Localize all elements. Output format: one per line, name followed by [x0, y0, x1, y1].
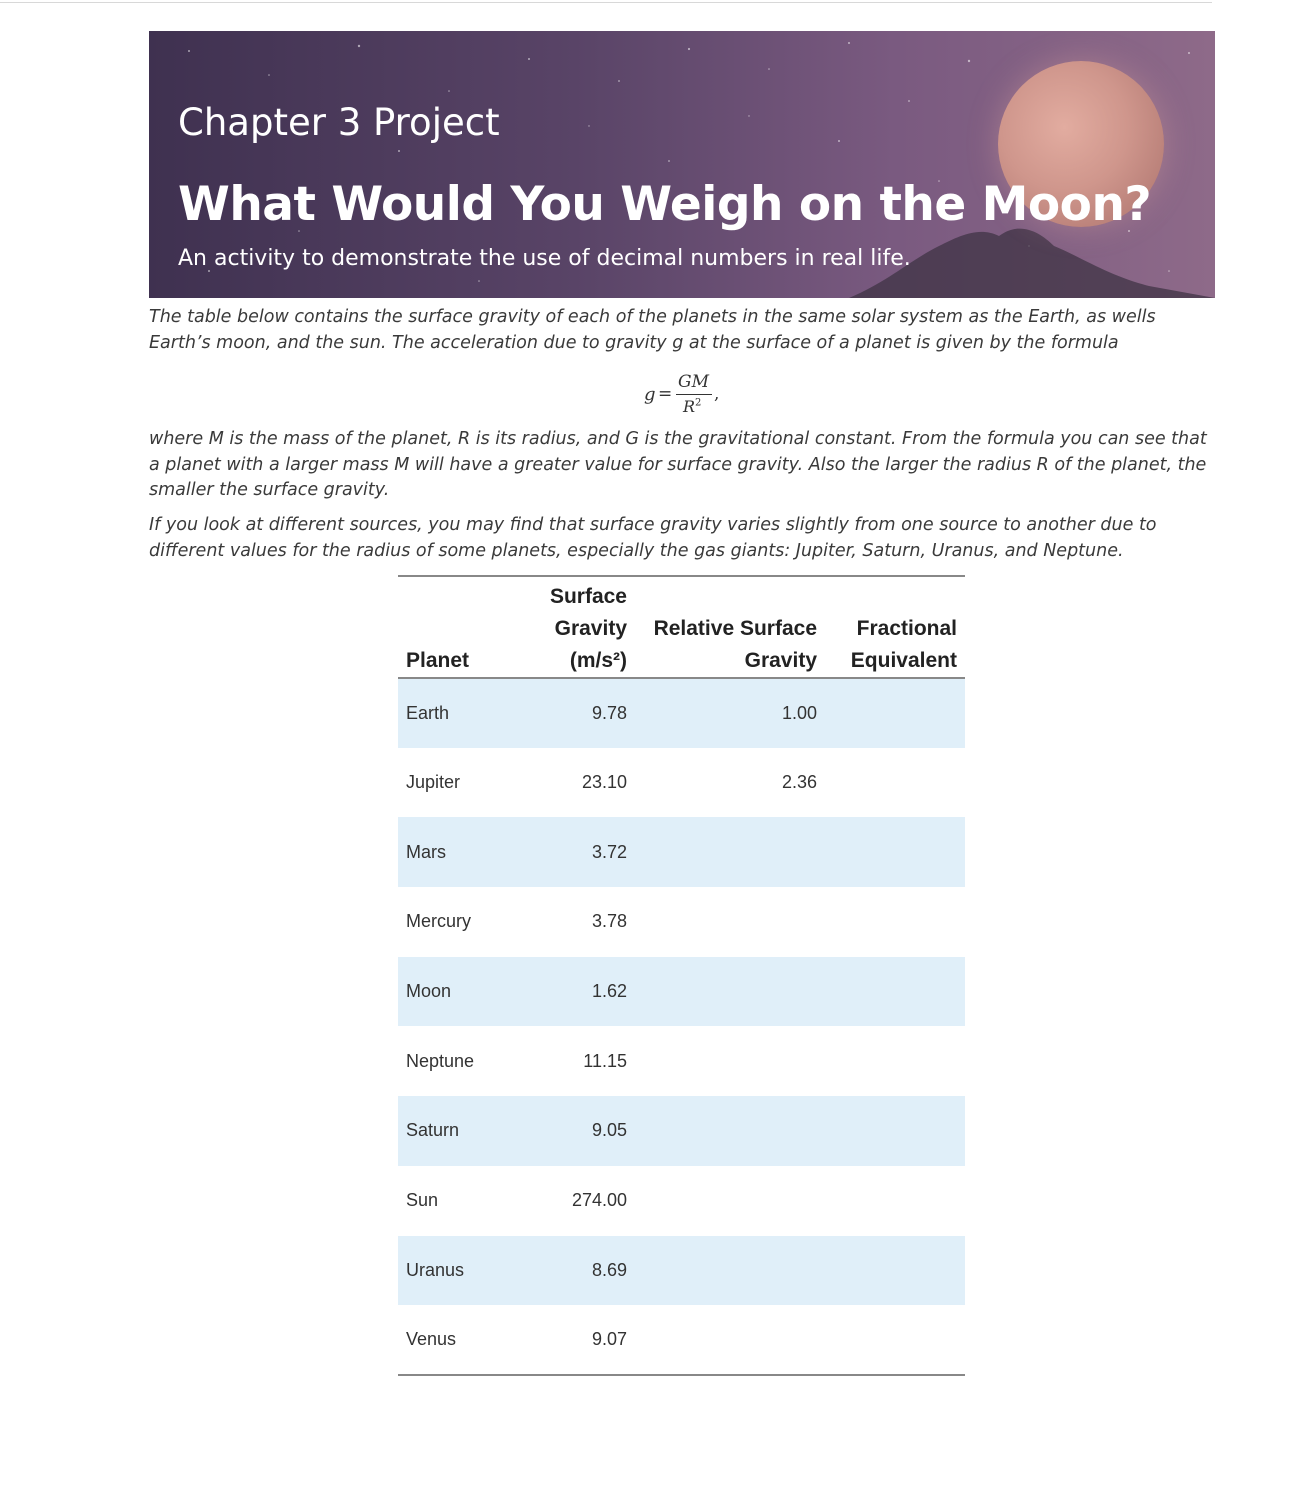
relative-cell [635, 957, 825, 1027]
gravity-cell: 274.00 [571, 1190, 627, 1211]
header-relative-gravity: Relative Surface Gravity [635, 576, 825, 678]
relative-cell [635, 1305, 825, 1375]
planet-cell: Moon [406, 981, 452, 1002]
page-subtitle: An activity to demonstrate the use of decimal numbers in real life. [178, 246, 911, 271]
table-row [398, 817, 965, 887]
table-row [398, 957, 965, 1027]
planet-cell: Mercury [406, 911, 472, 932]
planet-cell: Venus [398, 1305, 488, 1375]
fraction-cell [825, 817, 965, 887]
planet-cell: Saturn [406, 1120, 460, 1141]
formula-numerator: GM [678, 372, 709, 392]
table-row [398, 1166, 965, 1236]
intro-paragraph: The table below contains the surface gravity of each of the planets in the same solar system as the Earth, as wells Earth’s moon, and the sun. The acceleration due to gravity g at the surface of a planet is given by the formula [149, 307, 1156, 353]
fraction-cell [825, 1166, 965, 1236]
planet-cell: Neptune [406, 1050, 475, 1071]
header-banner [149, 31, 1215, 298]
fraction-cell [825, 1305, 965, 1375]
fraction-cell [825, 1026, 965, 1096]
fraction-cell [825, 1096, 965, 1166]
fraction-cell [825, 748, 965, 818]
gravity-cell: 1.62 [591, 981, 627, 1002]
formula-explanation: where M is the mass of the planet, R is its radius, and G is the gravitational constant. From the formula you can see that a planet with a larger mass M will have a greater value for surface gravity. Also the larger the radius R of the planet, the smaller the surface gravity. [149, 429, 1207, 500]
header-fractional-equivalent: Fractional Equivalent [825, 576, 965, 678]
table-row [398, 1026, 965, 1096]
header-planet: Planet [398, 576, 488, 678]
table-row [398, 887, 965, 957]
relative-cell: 2.36 [781, 772, 817, 793]
planet-cell: Earth [406, 702, 450, 723]
table-row [398, 1305, 965, 1375]
gravity-cell: 9.78 [591, 702, 627, 723]
table-row [398, 678, 965, 748]
page-title: What Would You Weigh on the Moon? [178, 177, 1152, 232]
relative-cell [635, 1236, 825, 1306]
fraction-cell [825, 678, 965, 748]
fraction-cell [825, 957, 965, 1027]
denominator-base: R [683, 397, 696, 416]
relative-cell [635, 1096, 825, 1166]
gravity-table [398, 575, 965, 1376]
relative-cell [635, 887, 825, 957]
relative-cell: 1.00 [781, 702, 817, 723]
table-header-row [398, 576, 965, 678]
planet-cell: Sun [406, 1190, 439, 1211]
gravity-cell: 8.69 [591, 1259, 627, 1280]
gravity-cell: 3.78 [591, 911, 627, 932]
header-surface-gravity: Surface Gravity (m/s²) [488, 576, 635, 678]
gravity-cell: 11.15 [583, 1050, 627, 1071]
gravity-cell: 9.07 [488, 1305, 635, 1375]
table-row [398, 1096, 965, 1166]
gravity-cell: 23.10 [581, 772, 627, 793]
planet-cell: Mars [406, 841, 446, 862]
formula-comma: , [714, 384, 720, 404]
fraction-cell [825, 887, 965, 957]
fraction-cell [825, 1236, 965, 1306]
top-rule [0, 2, 1212, 3]
planet-cell: Uranus [406, 1259, 465, 1280]
sources-note: If you look at different sources, you may find that surface gravity varies slightly from one source to another due to different values for the radius of some planets, especially the gas giants: Jupiter, Saturn, Uranus, and Neptune. [149, 515, 1157, 561]
gravity-cell: 9.05 [591, 1120, 627, 1141]
relative-cell [635, 1166, 825, 1236]
formula-denominator [683, 397, 701, 416]
planet-cell: Jupiter [406, 772, 461, 793]
formula-equals: = [658, 384, 673, 404]
chapter-label: Chapter 3 Project [178, 101, 500, 144]
fraction-bar [676, 394, 712, 395]
gravity-cell: 3.72 [591, 841, 627, 862]
denominator-exponent: 2 [695, 397, 702, 409]
formula-lhs: g [644, 384, 656, 405]
relative-cell [635, 1026, 825, 1096]
table-row [398, 1236, 965, 1306]
relative-cell [635, 817, 825, 887]
gravity-formula [644, 372, 734, 422]
table-row [398, 748, 965, 818]
